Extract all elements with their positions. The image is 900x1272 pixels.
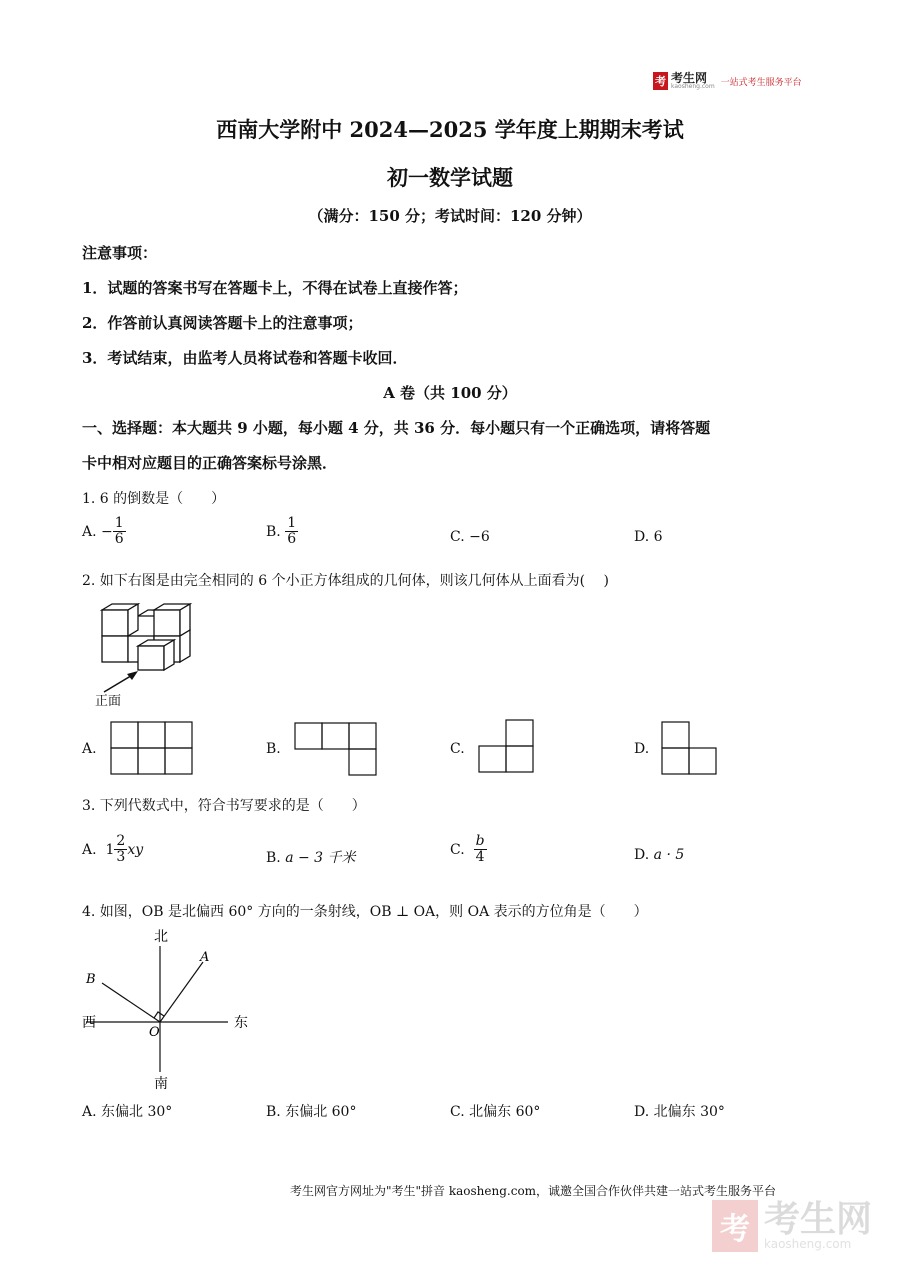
notice-heading: 注意事项：	[82, 244, 158, 262]
fraction: $\frac{2}{3}$	[116, 833, 126, 866]
watermark-domain: kaosheng.com	[764, 1237, 852, 1251]
q4-option-b: B. 东偏北 60°	[266, 1104, 357, 1120]
q3-option-d: D. a · 5	[634, 847, 685, 863]
notice-item: 1．试题的答案书写在答题卡上，不得在试卷上直接作答；	[82, 279, 468, 297]
watermark-logo	[712, 1200, 872, 1252]
fraction: $\frac{1}{6}$	[114, 515, 124, 548]
part1-instructions-cont: 卡中相对应题目的正确答案标号涂黑．	[82, 454, 338, 472]
south-label: 南	[154, 1076, 168, 1091]
part1-instructions: 一、选择题：本大题共 9 小题，每小题 4 分，共 36 分．每小题只有一个正确选项，请将答题	[82, 419, 711, 437]
fraction: $\frac{b}{4}$	[475, 833, 485, 866]
brand-name: 考生网	[671, 71, 708, 85]
brand-slogan: 一站式考生服务平台	[720, 77, 802, 88]
q1-option-d: D. 6	[634, 529, 663, 545]
exam-subtitle: 初一数学试题	[387, 165, 513, 190]
q1-option-b: B. $\frac{1}{6}$	[266, 515, 297, 548]
q2-option-a-label: A.	[82, 741, 97, 757]
east-label: 东	[234, 1015, 248, 1031]
exam-title: 西南大学附中 2024—2025 学年度上期期末考试	[216, 117, 684, 142]
notice-item: 2．作答前认真阅读答题卡上的注意事项；	[82, 314, 363, 332]
watermark-name: 考生网	[764, 1199, 873, 1240]
point-o-label: O	[149, 1025, 160, 1040]
q1-option-c: C. −6	[450, 529, 490, 545]
section-title: A 卷（共 100 分）	[383, 384, 517, 402]
north-label: 北	[154, 929, 168, 945]
point-b-label: B	[86, 972, 96, 987]
west-label: 西	[82, 1015, 96, 1031]
q2-option-c-label: C.	[450, 741, 465, 757]
front-label: 正面	[95, 694, 122, 709]
q4-option-c: C. 北偏东 60°	[450, 1104, 541, 1120]
brand-domain: kaosheng.com	[671, 83, 715, 90]
q3-option-a: A. 1 $\frac{2}{3}$ xy	[82, 833, 144, 866]
q4-option-d: D. 北偏东 30°	[634, 1104, 725, 1120]
q2-option-b-figure	[294, 722, 378, 778]
fraction: $\frac{1}{6}$	[287, 515, 297, 548]
q2-option-d-figure	[661, 721, 719, 777]
brand-mark-icon: 考	[653, 72, 668, 90]
q2-option-a-figure	[110, 721, 194, 777]
q3-option-c: C. $\frac{b}{4}$	[450, 833, 485, 866]
q2-option-d-label: D.	[634, 741, 650, 757]
q4-direction-figure	[78, 926, 258, 1091]
q3-option-b: B. a − 3 千米	[266, 850, 356, 866]
point-a-label: A	[200, 950, 210, 965]
q2-option-b-label: B.	[266, 741, 281, 757]
q2-stem: 2. 如下右图是由完全相同的 6 个小正方体组成的几何体，则该几何体从上面看为( )	[82, 573, 609, 589]
q4-option-a: A. 东偏北 30°	[82, 1104, 173, 1120]
footer-note: 考生网官方网址为"考生"拼音 kaosheng.com，诚邀全国合作伙伴共建一站式考生服务平台	[290, 1184, 777, 1198]
q3-stem: 3. 下列代数式中，符合书写要求的是（ ）	[82, 798, 366, 814]
q1-option-a: A. − $\frac{1}{6}$	[82, 515, 124, 548]
notice-item: 3．考试结束，由监考人员将试卷和答题卡收回．	[82, 349, 408, 367]
q4-stem: 4. 如图，OB 是北偏西 60° 方向的一条射线，OB ⊥ OA，则 OA 表示的方位角是（ ）	[82, 904, 648, 920]
q2-option-c-figure	[478, 719, 536, 775]
watermark-mark-icon: 考	[712, 1200, 758, 1252]
exam-info: （满分：150 分；考试时间：120 分钟）	[308, 207, 592, 225]
q1-stem: 1. 6 的倒数是（ ）	[82, 491, 226, 507]
brand-logo	[653, 72, 802, 90]
